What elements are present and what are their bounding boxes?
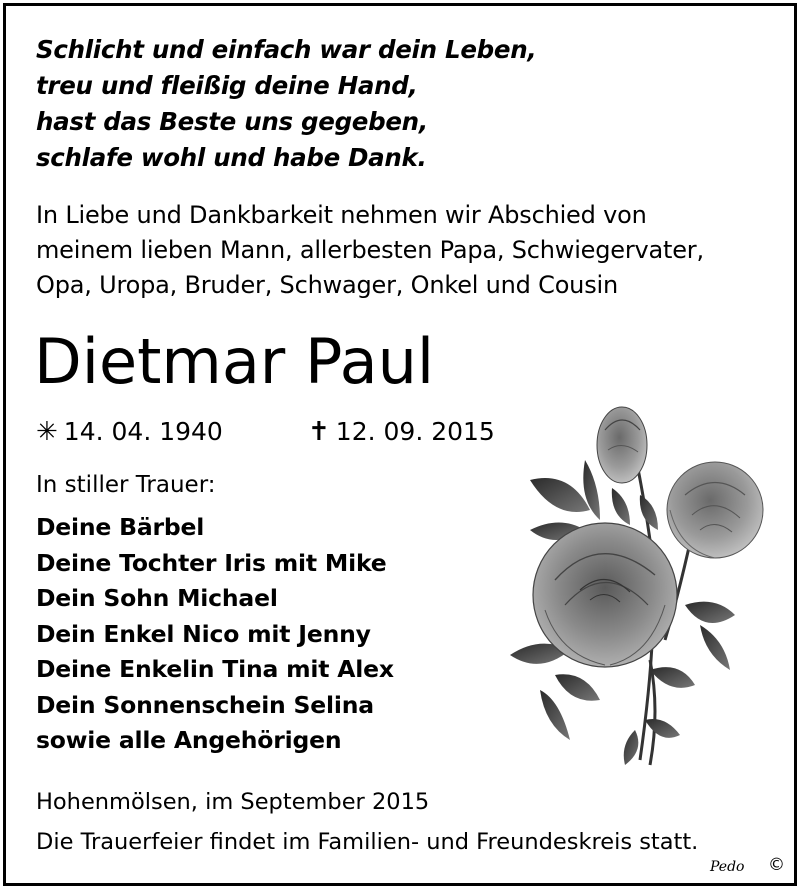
death-date: 12. 09. 2015 xyxy=(335,417,495,446)
mourners-list xyxy=(36,510,394,759)
mourner-name: Dein Sonnenschein Selina xyxy=(36,690,374,719)
mourner-name: Deine Tochter Iris mit Mike xyxy=(36,548,387,577)
death-cross-icon: ✝ xyxy=(308,417,330,447)
intro-line: In Liebe und Dankbarkeit nehmen wir Abschied von xyxy=(36,201,647,229)
artist-signature: Pedo xyxy=(710,859,745,875)
intro-line: meinem lieben Mann, allerbesten Papa, Schwiegervater, xyxy=(36,236,704,264)
poem-line: schlafe wohl und habe Dank. xyxy=(36,143,427,172)
roses-illustration-icon xyxy=(500,400,790,770)
ceremony-note: Die Trauerfeier findet im Familien- und Freundeskreis statt. xyxy=(36,829,699,855)
death-date-group xyxy=(308,414,495,450)
birth-date: 14. 04. 1940 xyxy=(63,417,223,446)
copyright-icon: © xyxy=(768,855,785,875)
mourner-name: Dein Enkel Nico mit Jenny xyxy=(36,619,371,648)
farewell-intro xyxy=(36,198,704,303)
poem xyxy=(36,32,536,176)
mourner-name: sowie alle Angehörigen xyxy=(36,726,342,754)
mourning-label: In stiller Trauer: xyxy=(36,472,216,498)
deceased-name: Dietmar Paul xyxy=(34,325,435,398)
place-date: Hohenmölsen, im September 2015 xyxy=(36,789,430,815)
mourner-name: Dein Sohn Michael xyxy=(36,584,278,612)
mourner-name: Deine Bärbel xyxy=(36,513,205,541)
birth-star-icon: ✳ xyxy=(36,417,58,447)
birth-date-group xyxy=(36,414,223,450)
poem-line: treu und fleißig deine Hand, xyxy=(36,71,418,100)
poem-line: hast das Beste uns gegeben, xyxy=(36,107,428,136)
mourner-name: Deine Enkelin Tina mit Alex xyxy=(36,655,394,683)
poem-line: Schlicht und einfach war dein Leben, xyxy=(36,35,537,64)
intro-line: Opa, Uropa, Bruder, Schwager, Onkel und Cousin xyxy=(36,271,618,299)
